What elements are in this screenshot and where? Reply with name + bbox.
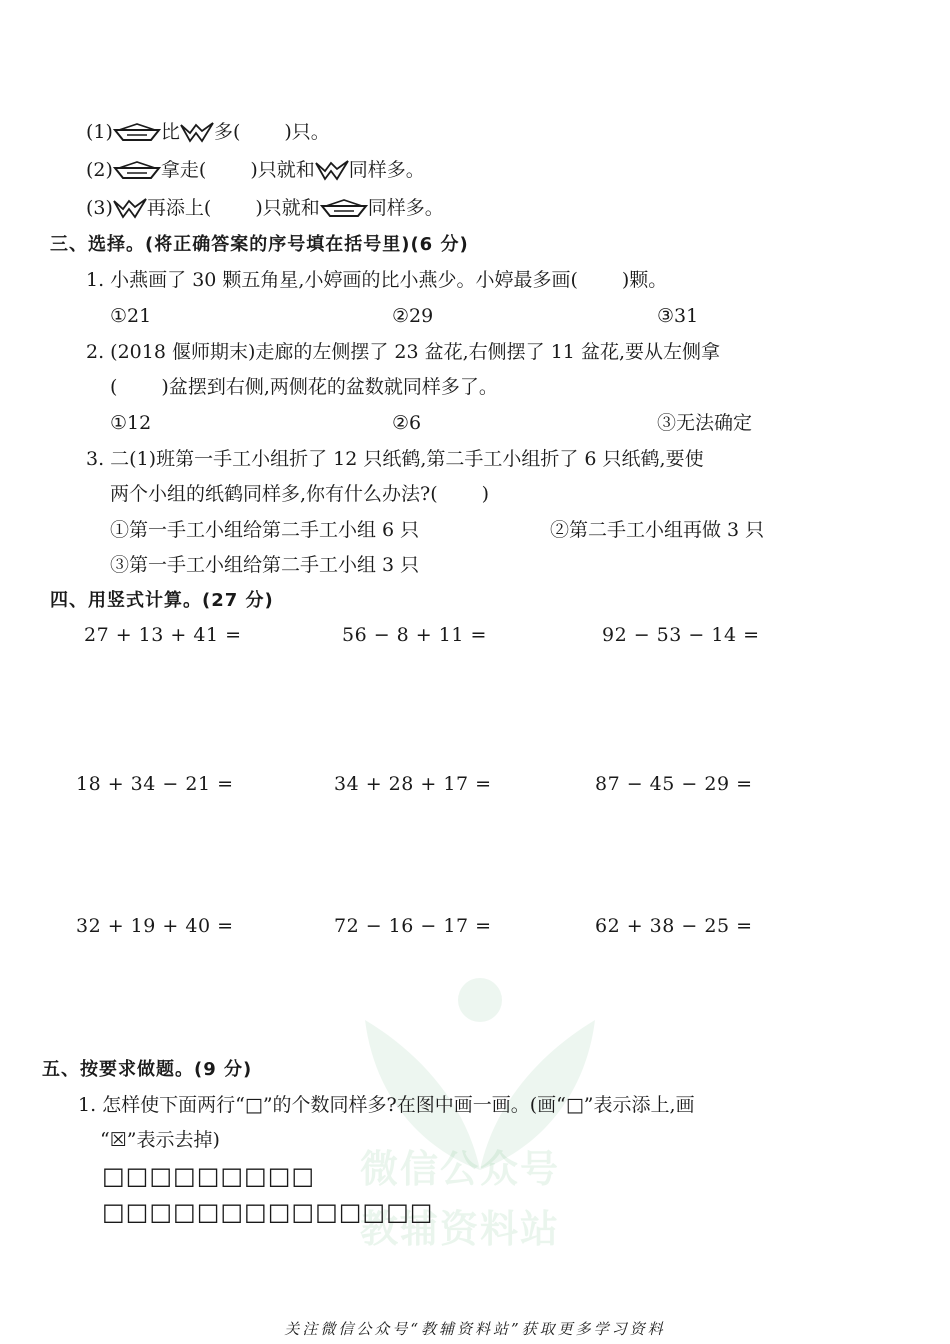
calc-expression: 27 + 13 + 41 = — [84, 624, 242, 646]
box-row-2[interactable]: □□□□□□□□□□□□□□ — [102, 1198, 434, 1226]
s3-q2-option-2: ②6 — [392, 412, 422, 434]
s5-q1-line2: “☒”表示去掉) — [100, 1129, 220, 1151]
paper-crane-icon — [315, 159, 349, 183]
s3-q1-option-2: ②29 — [392, 305, 434, 327]
s3-q3-line2: 两个小组的纸鹤同样多,你有什么办法?( ) — [110, 483, 490, 505]
paper-boat-icon — [113, 122, 161, 144]
s3-q2-line1: 2. (2018 偃师期末)走廊的左侧摆了 23 盆花,右侧摆了 11 盆花,要从左侧拿 — [86, 341, 720, 363]
paper-boat-icon — [320, 198, 368, 220]
calc-expression: 56 − 8 + 11 = — [342, 624, 487, 646]
s3-q1-option-3: ③31 — [657, 305, 699, 327]
s5-q1-line1: 1. 怎样使下面两行“□”的个数同样多?在图中画一画。(画“□”表示添上,画 — [78, 1094, 695, 1116]
box-row-1[interactable]: □□□□□□□□□ — [102, 1162, 316, 1190]
calc-expression: 18 + 34 − 21 = — [76, 773, 234, 795]
s3-q3-option-3: ③第一手工小组给第二手工小组 3 只 — [110, 554, 420, 576]
s3-q1-text: 1. 小燕画了 30 颗五角星,小婷画的比小燕少。小婷最多画( )颗。 — [86, 269, 668, 291]
calc-expression: 87 − 45 − 29 = — [595, 773, 753, 795]
calc-expression: 72 − 16 − 17 = — [334, 915, 492, 937]
s3-q2-option-3: ③无法确定 — [657, 412, 753, 434]
section4-title: 四、用竖式计算。(27 分) — [50, 590, 274, 611]
watermark-text-1: 微信公众号 — [360, 1147, 561, 1191]
s3-q2-line2: ( )盆摆到右侧,两侧花的盆数就同样多了。 — [110, 376, 498, 398]
page-footer: 关注微信公众号“教辅资料站”获取更多学习资料 — [284, 1320, 666, 1338]
paper-boat-icon — [113, 160, 161, 182]
calc-expression: 34 + 28 + 17 = — [334, 773, 492, 795]
section5-title: 五、按要求做题。(9 分) — [42, 1059, 253, 1080]
s3-q1-option-1: ①21 — [110, 305, 152, 327]
s3-q2-option-1: ①12 — [110, 412, 152, 434]
paper-crane-icon — [180, 121, 214, 145]
watermark-text-2: 教辅资料站 — [360, 1207, 561, 1251]
calc-expression: 92 − 53 − 14 = — [602, 624, 760, 646]
paper-crane-icon — [113, 197, 147, 221]
s3-q3-line1: 3. 二(1)班第一手工小组折了 12 只纸鹤,第二手工小组折了 6 只纸鹤,要使 — [86, 448, 704, 470]
compare-q2: (2) 拿走( )只就和 同样多。 — [86, 159, 425, 181]
compare-q3: (3) 再添上( )只就和 同样多。 — [86, 197, 444, 219]
section3-title: 三、选择。(将正确答案的序号填在括号里)(6 分) — [50, 234, 469, 255]
s3-q3-option-1: ①第一手工小组给第二手工小组 6 只 — [110, 519, 420, 541]
compare-q1: (1) 比 多( )只。 — [86, 121, 330, 143]
s3-q3-option-2: ②第二手工小组再做 3 只 — [550, 519, 765, 541]
calc-expression: 62 + 38 − 25 = — [595, 915, 753, 937]
calc-expression: 32 + 19 + 40 = — [76, 915, 234, 937]
